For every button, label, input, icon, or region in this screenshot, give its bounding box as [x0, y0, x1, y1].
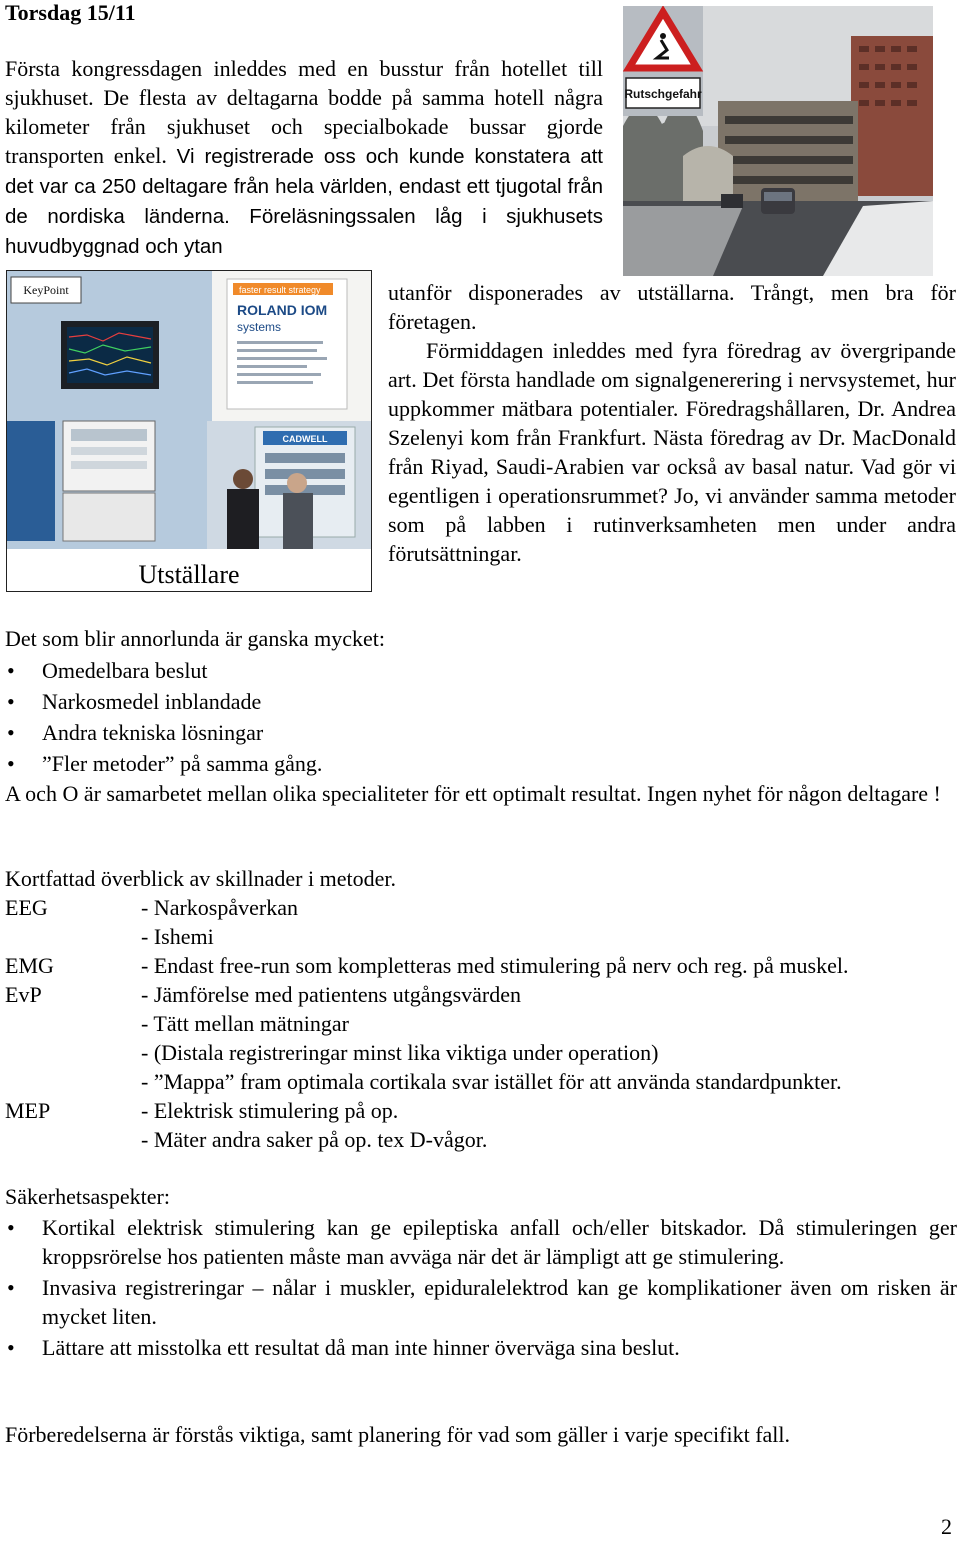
exhibitor-photos: [7, 271, 371, 591]
methods-intro: Kortfattad överblick av skillnader i metoder.: [5, 866, 396, 891]
table-row: [5, 980, 957, 1009]
exhibit-text-2: Förmiddagen inleddes med fyra föredrag av övergripande art. Det första handlade om signalgenerering i nervsystemet, hur uppkommer mätbara potentialer. Föredragshållaren, Dr. Andrea Szelenyi kom från Frankfurt. Nästa föredrag av Dr. MacDonald från Riyad, Saudi-Arabien var också av basal natur. Vad gör vi egentligen i operationsrummet? Jo, vi använder samma metoder som på labben i rutinverksamheten men under andra förutsättningar.: [388, 338, 956, 566]
collage-caption: Utställare: [138, 560, 240, 589]
method-key: [5, 1067, 141, 1096]
method-value: - Narkospåverkan: [141, 895, 298, 920]
street-scene: [623, 6, 933, 276]
safety-list: [5, 1213, 957, 1362]
differences-section: [5, 624, 957, 808]
exhibit-paragraph: [388, 278, 956, 568]
exhibitor-collage: [6, 270, 372, 592]
method-key: EvP: [5, 982, 42, 1007]
method-value: - Mäter andra saker på op. tex D-vågor.: [141, 1127, 488, 1152]
page-heading: Torsdag 15/11: [5, 0, 136, 25]
differences-intro: Det som blir annorlunda är ganska mycket:: [5, 626, 386, 651]
method-value: - ”Mappa” fram optimala cortikala svar istället för att använda standardpunkter.: [141, 1069, 842, 1094]
table-row: [5, 1067, 957, 1096]
method-value: - Tätt mellan mätningar: [141, 1011, 349, 1036]
table-row: [5, 893, 957, 922]
safety-intro: Säkerhetsaspekter:: [5, 1184, 170, 1209]
banner-line-2: ROLAND IOM: [237, 302, 328, 318]
differences-list: [5, 655, 957, 779]
table-row: [5, 1125, 957, 1154]
safety-section: [5, 1182, 957, 1362]
table-row: [5, 1009, 957, 1038]
closing-paragraph: Förberedelserna är förstås viktiga, samt planering för vad som gäller i varje specifikt fall.: [5, 1422, 791, 1447]
banner-line-1: faster result strategy: [239, 285, 321, 295]
list-item: • Andra tekniska lösningar: [5, 717, 957, 748]
list-item: • ”Fler metoder” på samma gång.: [5, 748, 957, 779]
intro-paragraph: [5, 54, 603, 261]
exhibit-text-1: utanför disponerades av utställarna. Trångt, men bra för företagen.: [388, 280, 956, 334]
street-sign-text: Rutschgefahr: [624, 87, 702, 101]
list-item: • Narkosmedel inblandade: [5, 686, 957, 717]
exhibit-text-2-wrap: [388, 336, 956, 568]
method-value: - (Distala registreringar minst lika viktiga under operation): [141, 1040, 659, 1065]
differences-conclusion: A och O är samarbetet mellan olika specialiteter för ett optimalt resultat. Ingen nyhet för någon deltagare !: [5, 781, 941, 806]
method-key: [5, 1009, 141, 1038]
method-key: [5, 1125, 141, 1154]
keypoint-label: KeyPoint: [23, 283, 69, 297]
table-row: [5, 951, 957, 980]
list-item: • Lättare att misstolka ett resultat då man inte hinner överväga sina beslut.: [5, 1333, 957, 1362]
intro-text-serif: Första kongressdagen inleddes med en busstur från hotellet till sjukhuset. De flesta av deltagarna bodde på samma hotell några kilometer från sjukhuset och specialbokade bussar gjorde transporten enkel.: [5, 56, 603, 168]
intro-text-sans: Vi registrerade oss och kunde konstatera att det var ca 250 deltagare från hela världen, endast ett tjugotal från de nordiska länderna. Föreläsningssalen låg i sjukhusets huvudbyggnad och ytan: [5, 145, 604, 258]
booth-sign: CADWELL: [282, 434, 328, 444]
methods-table: [5, 893, 957, 1154]
table-row: [5, 1096, 957, 1125]
table-row: [5, 922, 957, 951]
page-number: 2: [941, 1514, 952, 1539]
list-item: • Kortikal elektrisk stimulering kan ge epileptiska anfall och/eller bitskador. Då stimuleringen ger kroppsrörelse hos patienten måste man avväga när det är lämpligt att ge stimulering.: [5, 1213, 957, 1271]
method-value: - Ishemi: [141, 924, 214, 949]
method-key: EMG: [5, 953, 54, 978]
method-value: - Endast free-run som kompletteras med stimulering på nerv och reg. på muskel.: [141, 953, 849, 978]
method-key: [5, 922, 141, 951]
method-value: - Elektrisk stimulering på op.: [141, 1098, 399, 1123]
street-photo: [623, 6, 933, 276]
list-item: • Invasiva registreringar – nålar i muskler, epiduralelektrod kan ge komplikationer även om risken är mycket liten.: [5, 1273, 957, 1331]
method-key: [5, 1038, 141, 1067]
method-key: EEG: [5, 895, 48, 920]
list-item: • Omedelbara beslut: [5, 655, 957, 686]
banner-line-3: systems: [237, 320, 282, 334]
method-value: - Jämförelse med patientens utgångsvärden: [141, 982, 521, 1007]
method-key: MEP: [5, 1098, 51, 1123]
table-row: [5, 1038, 957, 1067]
